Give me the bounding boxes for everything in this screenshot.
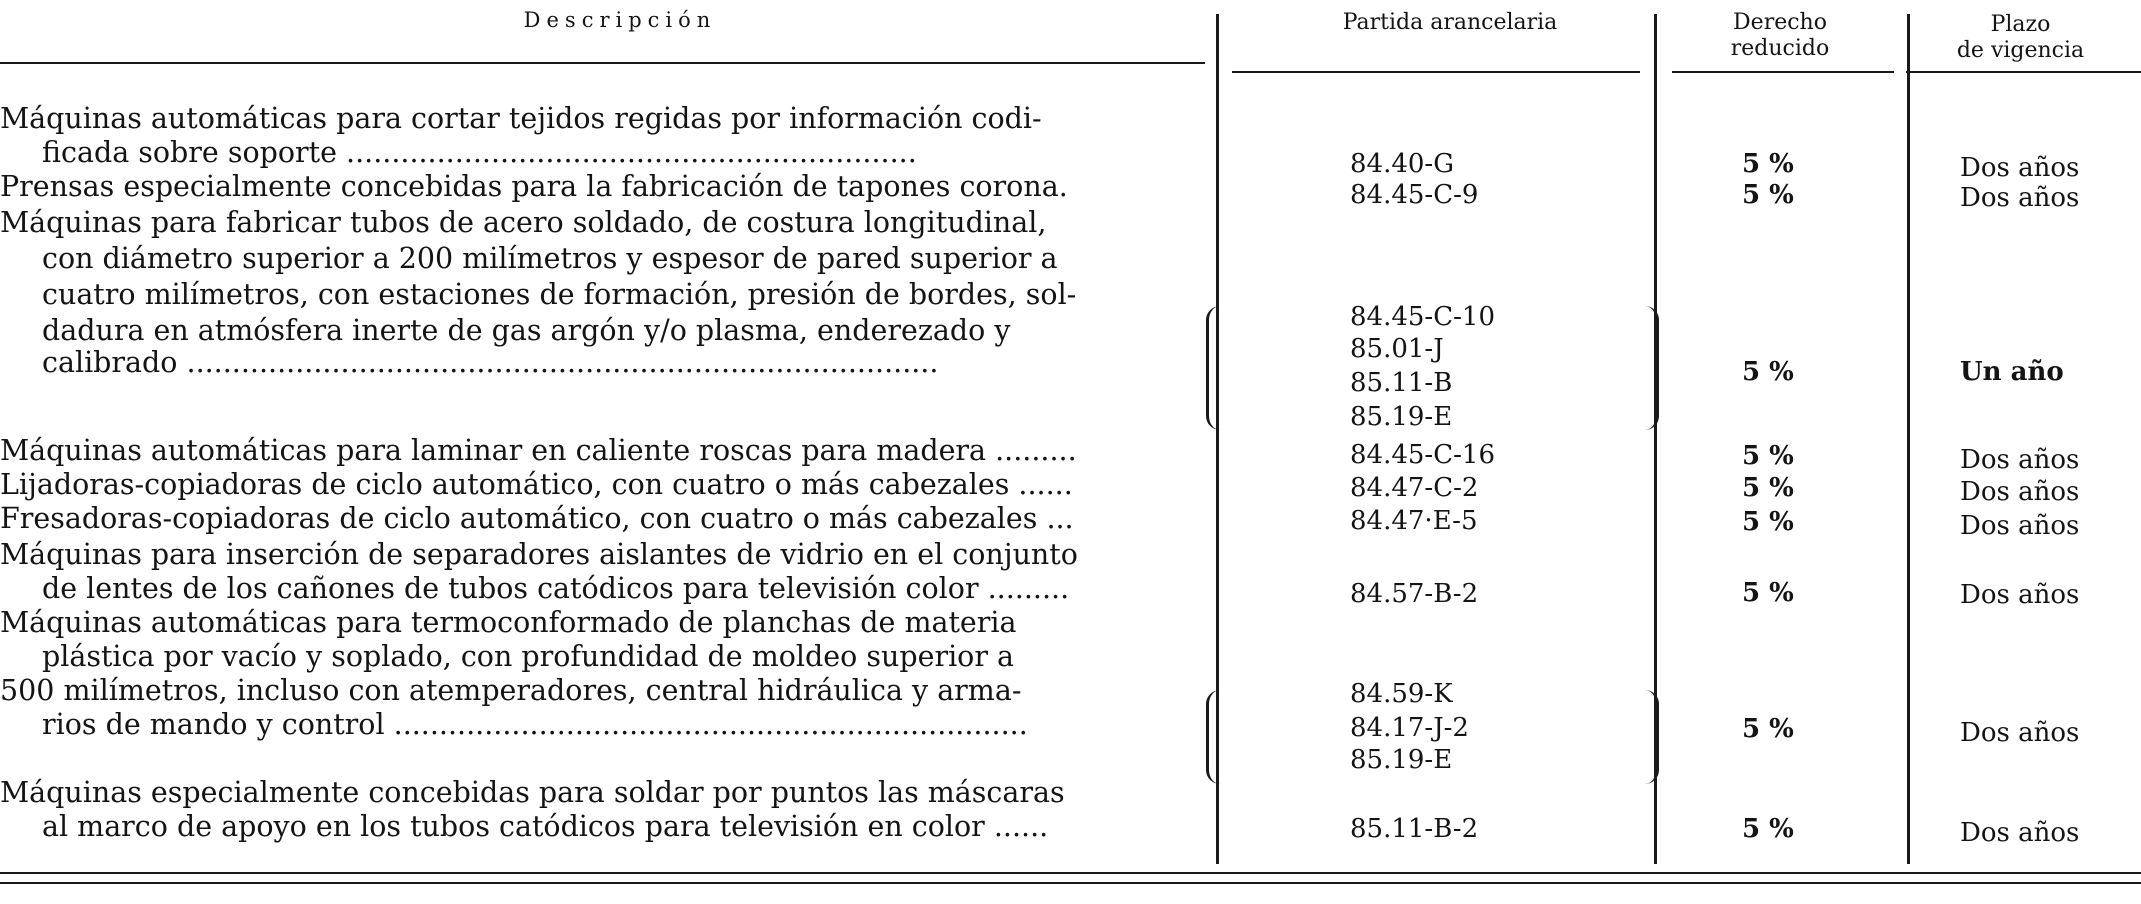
header-description: Descripción (523, 8, 717, 32)
row-description-line: Máquinas automáticas para cortar tejidos regidas por información codi- (0, 102, 1042, 135)
row-tariff-code: 84.40-G (1350, 149, 1454, 179)
row-description-line: Máquinas para inserción de separadores aislantes de vidrio en el conjunto (0, 538, 1078, 571)
row-tariff-code: 84.47·E-5 (1350, 506, 1478, 536)
row-term: Dos años (1960, 511, 2080, 541)
row-tariff-code: 84.59-K (1350, 679, 1453, 709)
row-description-line: Máquinas automáticas para laminar en caliente roscas para madera ......... (0, 434, 1077, 467)
row-description-line: de lentes de los cañones de tubos catódicos para televisión color ......... (42, 572, 1070, 605)
row-rate: 5 % (1742, 180, 1794, 210)
row-description-line: al marco de apoyo en los tubos catódicos para televisión en color ...... (42, 810, 1049, 843)
row-term: Dos años (1960, 445, 2080, 475)
row-description-line: Fresadoras-copiadoras de ciclo automático, con cuatro o más cabezales ... (0, 502, 1074, 535)
row-term: Dos años (1960, 153, 2080, 183)
row-tariff-code: 84.45-C-10 (1350, 302, 1495, 332)
row-tariff-code: 85.11-B-2 (1350, 814, 1479, 844)
row-description-line: 500 milímetros, incluso con atemperadores, central hidráulica y arma- (0, 674, 1022, 707)
brace-right-group-1 (1640, 306, 1659, 430)
row-rate: 5 % (1742, 714, 1794, 744)
row-description-line: Prensas especialmente concebidas para la fabricación de tapones corona. (0, 170, 1068, 203)
row-tariff-code: 85.01-J (1350, 334, 1444, 364)
row-description-line: Lijadoras-copiadoras de ciclo automático, con cuatro o más cabezales ...... (0, 468, 1073, 501)
row-term: Dos años (1960, 818, 2080, 848)
row-tariff-code: 85.11-B (1350, 368, 1453, 398)
row-rate: 5 % (1742, 578, 1794, 608)
row-rate: 5 % (1742, 507, 1794, 537)
row-term: Dos años (1960, 477, 2080, 507)
row-term: Dos años (1960, 718, 2080, 748)
footer-double-rule-top (0, 872, 2141, 874)
row-tariff-code: 85.19-E (1350, 745, 1453, 775)
row-tariff-code: 84.45-C-9 (1350, 180, 1479, 210)
row-description-line: plástica por vacío y soplado, con profundidad de moldeo superior a (42, 640, 1015, 673)
header-rate-line2: reducido (1730, 36, 1830, 61)
row-description-line: dadura en atmósfera inerte de gas argón y/o plasma, enderezado y (42, 314, 1011, 347)
brace-left-group-1 (1206, 306, 1225, 430)
brace-left-group-2 (1206, 690, 1225, 784)
header-rule-rate (1672, 71, 1894, 73)
row-rate: 5 % (1742, 149, 1794, 179)
header-rate-line1: Derecho (1733, 10, 1827, 35)
row-tariff-code: 85.19-E (1350, 402, 1453, 432)
row-rate: 5 % (1742, 441, 1794, 471)
header-rule-tariff (1232, 71, 1640, 73)
row-tariff-code: 84.57-B-2 (1350, 579, 1479, 609)
row-description-line: Máquinas automáticas para termoconformado de planchas de materia (0, 606, 1017, 639)
row-rate: 5 % (1742, 473, 1794, 503)
row-description-line: rios de mando y control ...................................................................... (42, 708, 1028, 741)
row-term: Un año (1960, 357, 2064, 387)
column-separator-3 (1907, 14, 1910, 864)
header-term-line2: de vigencia (1956, 38, 2085, 63)
header-rule-term (1906, 71, 2141, 73)
header-tariff: Partida arancelaria (1342, 10, 1558, 35)
header-rule-description (0, 62, 1205, 64)
row-description-line: con diámetro superior a 200 milímetros y espesor de pared superior a (42, 242, 1058, 275)
brace-right-group-2 (1640, 690, 1659, 784)
header-term-line1: Plazo (1990, 12, 2051, 37)
row-rate: 5 % (1742, 814, 1794, 844)
footer-double-rule-bottom (0, 882, 2141, 884)
row-description-line: ficada sobre soporte ............................................................... (42, 136, 917, 169)
row-description-line: calibrado ................................................................................... (42, 346, 939, 379)
row-term: Dos años (1960, 580, 2080, 610)
row-term: Dos años (1960, 183, 2080, 213)
row-description-line: Máquinas para fabricar tubos de acero soldado, de costura longitudinal, (0, 206, 1047, 239)
row-tariff-code: 84.45-C-16 (1350, 440, 1495, 470)
row-tariff-code: 84.17-J-2 (1350, 713, 1469, 743)
row-description-line: Máquinas especialmente concebidas para soldar por puntos las máscaras (0, 776, 1065, 809)
row-description-line: cuatro milímetros, con estaciones de formación, presión de bordes, sol- (42, 278, 1077, 311)
row-tariff-code: 84.47-C-2 (1350, 473, 1479, 503)
row-rate: 5 % (1742, 357, 1794, 387)
